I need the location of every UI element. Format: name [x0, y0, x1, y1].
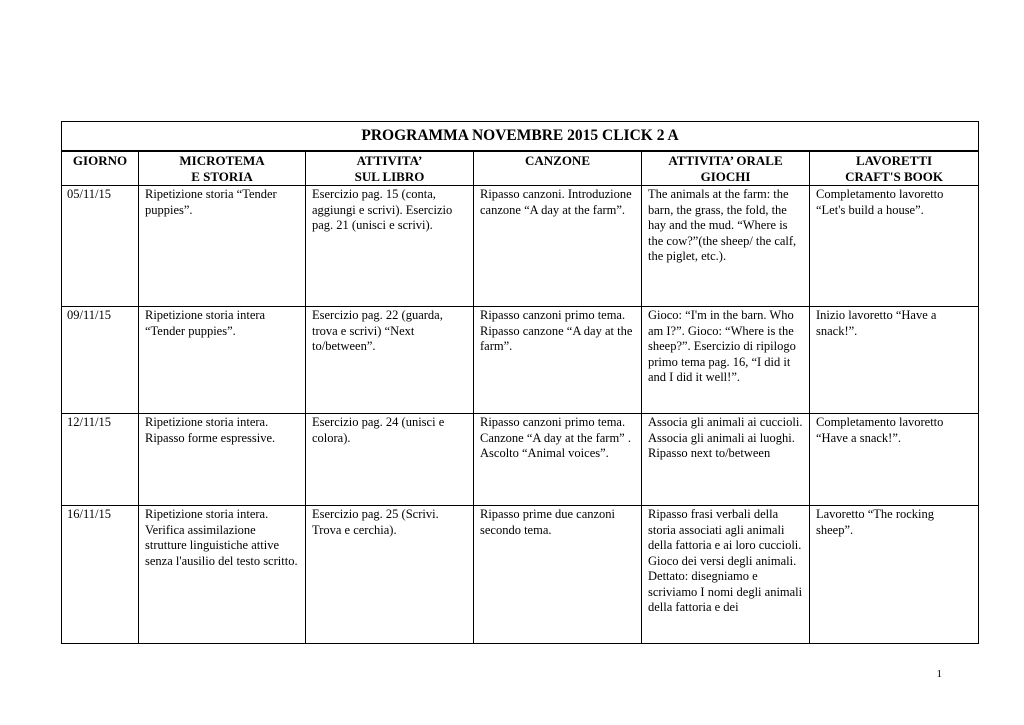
- header-line: ATTIVITA’: [356, 153, 423, 168]
- header-canzone: [474, 151, 642, 186]
- canzone-cell: Ripasso canzoni. Introduzione canzone “A day at the farm”.: [474, 186, 642, 307]
- table-row: [62, 307, 979, 414]
- attivita-cell: Esercizio pag. 22 (guarda, trova e scrivi) “Next to/between”.: [306, 307, 474, 414]
- attivita-cell: Esercizio pag. 15 (conta, aggiungi e scrivi). Esercizio pag. 21 (unisci e scrivi).: [306, 186, 474, 307]
- lavoretti-cell: Inizio lavoretto “Have a snack!”.: [810, 307, 979, 414]
- microtema-cell: Ripetizione storia “Tender puppies”.: [139, 186, 306, 307]
- header-line: MICROTEMA: [179, 153, 265, 168]
- lavoretti-cell: Completamento lavoretto “Have a snack!”.: [810, 414, 979, 506]
- header-line: GIOCHI: [700, 169, 751, 184]
- header-giorno: [62, 151, 139, 186]
- day-cell: 05/11/15: [62, 186, 139, 307]
- table-row: [62, 506, 979, 644]
- microtema-cell: Ripetizione storia intera. Ripasso forme espressive.: [139, 414, 306, 506]
- header-line: ATTIVITA’ ORALE: [668, 153, 783, 168]
- page-number: 1: [936, 668, 942, 680]
- header-line: E STORIA: [191, 169, 253, 184]
- table-row: [62, 186, 979, 307]
- canzone-cell: Ripasso canzoni primo tema. Canzone “A day at the farm” . Ascolto “Animal voices”.: [474, 414, 642, 506]
- table-row: [62, 414, 979, 506]
- header-attivita-orale: [642, 151, 810, 186]
- day-cell: 12/11/15: [62, 414, 139, 506]
- canzone-cell: Ripasso canzoni primo tema. Ripasso canzone “A day at the farm”.: [474, 307, 642, 414]
- header-microtema: [139, 151, 306, 186]
- header-lavoretti: [810, 151, 979, 186]
- header-line: GIORNO: [72, 153, 128, 168]
- header-line: SUL LIBRO: [354, 169, 425, 184]
- header-line: CRAFT'S BOOK: [845, 169, 943, 184]
- day-cell: 09/11/15: [62, 307, 139, 414]
- orale-cell: Associa gli animali ai cuccioli. Associa gli animali ai luoghi. Ripasso next to/between: [642, 414, 810, 506]
- microtema-cell: Ripetizione storia intera. Verifica assimilazione strutture linguistiche attive senza l'ausilio del testo scritto.: [139, 506, 306, 644]
- document-title: PROGRAMMA NOVEMBRE 2015 CLICK 2 A: [62, 122, 979, 152]
- lavoretti-cell: Completamento lavoretto “Let's build a house”.: [810, 186, 979, 307]
- header-line: LAVORETTI: [855, 153, 933, 168]
- header-attivita: [306, 151, 474, 186]
- orale-cell: Gioco: “I'm in the barn. Who am I?”. Gioco: “Where is the sheep?”. Esercizio di ripilogo primo tema pag. 16, “I did it and I did it well!”.: [642, 307, 810, 414]
- orale-cell: The animals at the farm: the barn, the grass, the fold, the hay and the mud. “Where is the cow?”(the sheep/ the calf, the piglet, etc.).: [642, 186, 810, 307]
- attivita-cell: Esercizio pag. 25 (Scrivi. Trova e cerchia).: [306, 506, 474, 644]
- program-table: [61, 121, 979, 644]
- attivita-cell: Esercizio pag. 24 (unisci e colora).: [306, 414, 474, 506]
- canzone-cell: Ripasso prime due canzoni secondo tema.: [474, 506, 642, 644]
- orale-cell: Ripasso frasi verbali della storia associati agli animali della fattoria e ai loro cuccioli. Gioco dei versi degli animali. Dettato: disegniamo e scriviamo I nomi degli animali della fattoria e dei: [642, 506, 810, 644]
- header-line: CANZONE: [524, 153, 590, 168]
- lavoretti-cell: Lavoretto “The rocking sheep”.: [810, 506, 979, 644]
- day-cell: 16/11/15: [62, 506, 139, 644]
- microtema-cell: Ripetizione storia intera “Tender puppies”.: [139, 307, 306, 414]
